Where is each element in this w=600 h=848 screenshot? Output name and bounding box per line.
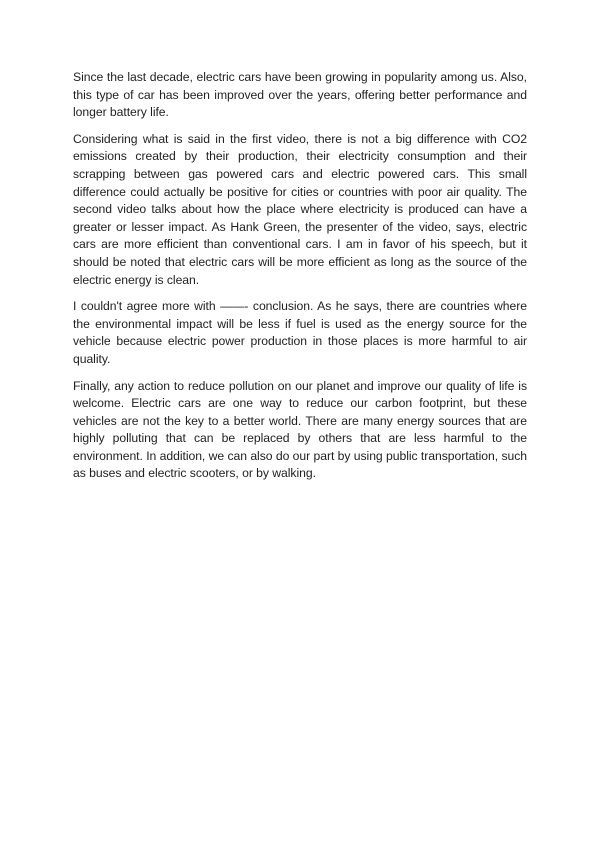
paragraph-videos: Considering what is said in the first video, there is not a big difference with CO2 emissions created by their production, their electricity consumption and their scrapping between gas powered cars and electric powered cars. This small difference could actually be positive for cities or countries with poor air quality. The second video talks about how the place where electricity is produced can have a greater or lesser impact. As Hank Green, the presenter of the video, says, electric cars are more efficient than conventional cars. I am in favor of his speech, but it should be noted that electric cars will be more efficient as long as the source of the electric energy is clean.: [73, 131, 527, 287]
paragraph-conclusion: Finally, any action to reduce pollution on our planet and improve our quality of life is welcome. Electric cars are one way to reduce our carbon footprint, but these vehicles are not the key to a better world. There are many energy sources that are highly polluting that can be replaced by others that are less harmful to the environment. In addition, we can also do our part by using public transportation, such as buses and electric scooters, or by walking.: [73, 378, 527, 481]
document-body: [73, 69, 527, 492]
paragraph-agreement: I couldn't agree more with ——- conclusion. As he says, there are countries where the environmental impact will be less if fuel is used as the energy source for the vehicle because electric power production in those places is more harmful to air quality.: [73, 299, 527, 366]
paragraph-intro: Since the last decade, electric cars have been growing in popularity among us. Also, this type of car has been improved over the years, offering better performance and longer battery life.: [73, 70, 527, 120]
